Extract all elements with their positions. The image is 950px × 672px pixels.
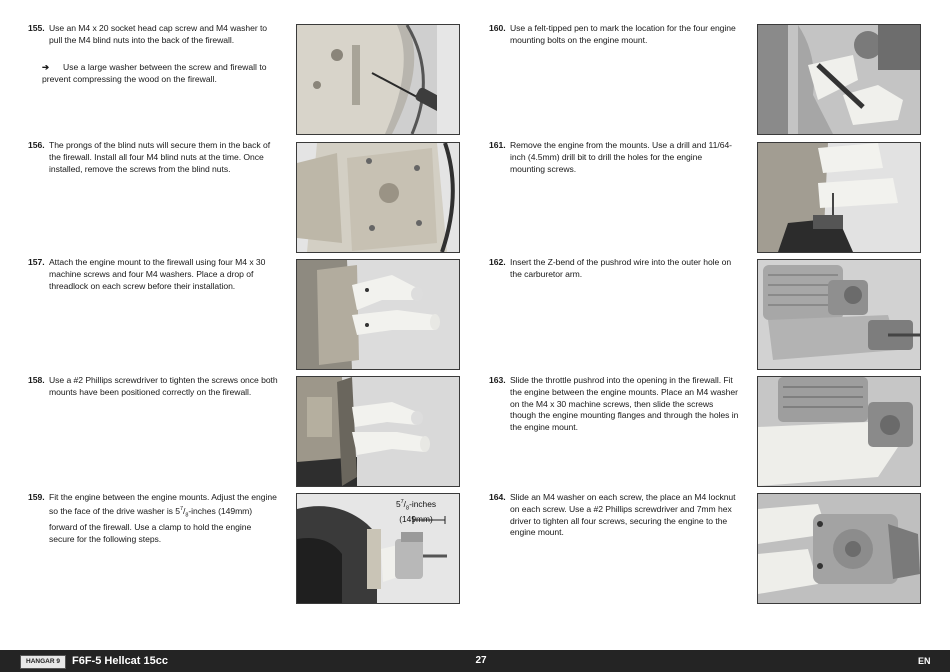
page-number: 27 xyxy=(475,655,487,666)
photo-step-155 xyxy=(296,24,460,135)
step-text: Use an M4 x 20 socket head cap screw and M4 washer to pull the M4 blind nuts into the back of the firewall. xyxy=(49,23,268,45)
step-155 xyxy=(28,23,278,47)
step-text: Insert the Z-bend of the pushrod wire into the outer hole on the carburetor arm. xyxy=(510,257,732,279)
step-162 xyxy=(489,257,739,281)
step-number: 159. xyxy=(28,492,45,502)
step-163 xyxy=(489,375,739,434)
callout-whole: 5 xyxy=(395,498,401,509)
brand-logo: HANGAR 9 xyxy=(20,655,66,669)
step-number: 162. xyxy=(489,257,506,267)
note-text: Use a large washer between the screw and firewall to prevent compressing the wood on the firewall. xyxy=(42,62,267,84)
step-161 xyxy=(489,140,739,175)
dimension-callout: $5^7/_8$-inches (149mm) xyxy=(395,498,437,525)
photo-step-163 xyxy=(757,376,921,487)
step-text: Remove the engine from the mounts. Use a drill and 11/64-inch (4.5mm) drill bit to drill the holes for the engine mounting screws. xyxy=(510,140,732,174)
step-text: Use a #2 Phillips screwdriver to tighten the screws once both mounts have been positioned correctly on the firewall. xyxy=(49,375,278,397)
step-text: The prongs of the blind nuts will secure them in the back of the firewall. Install all four M4 blind nuts at the time. Once installed, remove the screws from the blind nuts. xyxy=(49,140,271,174)
photo-step-158 xyxy=(296,376,460,487)
photo-step-157 xyxy=(296,259,460,370)
step-164 xyxy=(489,492,739,539)
photo-step-160 xyxy=(757,24,921,135)
step-number: 163. xyxy=(489,375,506,385)
step-text: Use a felt-tipped pen to mark the location for the four engine mounting bolts on the engine mount. xyxy=(510,23,736,45)
fraction-denominator: 8 xyxy=(185,512,189,519)
fraction-numerator: 7 xyxy=(180,505,184,512)
step-text: Slide an M4 washer on each screw, the place an M4 locknut on each screw. Use a #2 Phillips screwdriver and 7mm hex driver to tighten all four screws, securing the engine to the engine mount. xyxy=(510,492,736,538)
step-number: 164. xyxy=(489,492,506,502)
callout-numerator: 7 xyxy=(400,499,404,505)
step-159 xyxy=(28,492,278,546)
arrow-right-icon: ➔ xyxy=(42,62,50,72)
step-number: 160. xyxy=(489,23,506,33)
note-155 xyxy=(42,62,272,86)
language-code: EN xyxy=(918,656,931,666)
callout-unit: -inches xyxy=(409,498,437,509)
photo-step-161 xyxy=(757,142,921,253)
step-text: Attach the engine mount to the firewall using four M4 x 30 machine screws and four M4 washers. Place a drop of threadlock on each screw before their installation. xyxy=(49,257,266,291)
step-text: Fit the engine between the engine mounts. Adjust the engine so the face of the drive washer is $5^7/_8$-inches (149mm) forward of the firewall. Use a clamp to hold the engine secure for the following steps. xyxy=(49,492,277,544)
step-number: 156. xyxy=(28,140,45,150)
footer-title: F6F-5 Hellcat 15cc xyxy=(72,655,168,667)
photo-step-162 xyxy=(757,259,921,370)
step-number: 155. xyxy=(28,23,45,33)
step-160 xyxy=(489,23,739,47)
photo-step-156 xyxy=(296,142,460,253)
photo-step-164 xyxy=(757,493,921,604)
step-157 xyxy=(28,257,278,292)
step-156 xyxy=(28,140,278,175)
step-158 xyxy=(28,375,278,399)
step-text: Slide the throttle pushrod into the opening in the firewall. Fit the engine between the engine mounts. Place an M4 washer on the M4 x 30 machine screws, then slide the screws though the engine mounting flanges and through the holes in the engine mount. xyxy=(510,375,739,433)
callout-metric: (149mm) xyxy=(399,514,433,525)
step-number: 161. xyxy=(489,140,506,150)
step-text-part: -inches (149mm) forward of the firewall. Use a clamp to hold the engine secure for the following steps. xyxy=(49,505,253,544)
step-number: 157. xyxy=(28,257,45,267)
step-number: 158. xyxy=(28,375,45,385)
step-text-part: Fit the engine between the engine mounts. Adjust the engine so the face of the drive washer is 5 xyxy=(49,492,277,516)
callout-denominator: 8 xyxy=(406,505,410,512)
